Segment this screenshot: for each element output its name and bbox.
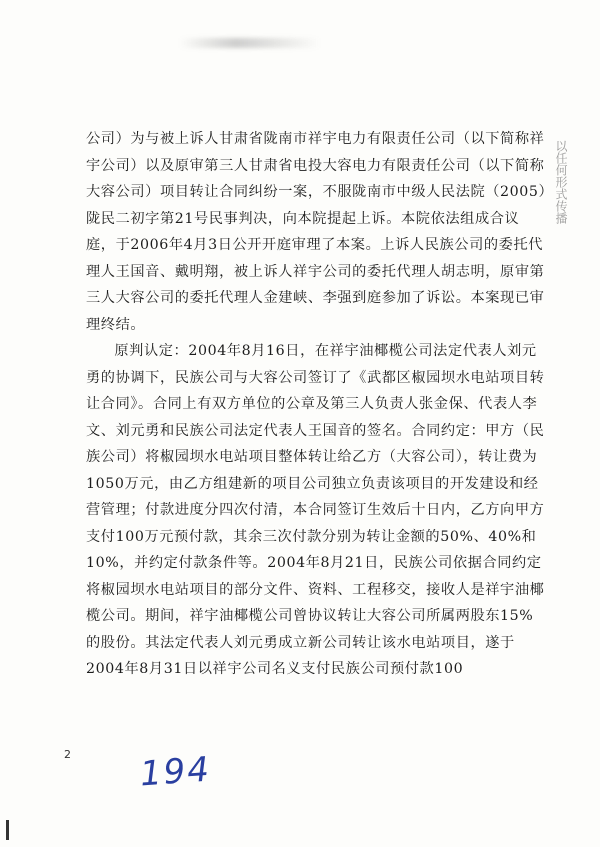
scan-smudge: [180, 38, 320, 48]
paragraph-continuation: 公司）为与被上诉人甘肃省陇南市祥宇电力有限责任公司（以下简称祥宇公司）以及原审第三人甘肃省电投大容电力有限责任公司（以下简称大容公司）项目转让合同纠纷一案，不服陇南市中级人民法院（2005）陇民二初字第21号民事判决，向本院提起上诉。本院依法组成合议庭，于2006年4月3日公开开庭审理了本案。上诉人民族公司的委托代理人王国音、戴明翔，被上诉人祥宇公司的委托代理人胡志明，原审第三人大容公司的委托代理人金建峡、李强到庭参加了诉讼。本案现已审理终结。: [86, 131, 547, 333]
handwritten-page-count: 194: [138, 749, 213, 795]
scan-edge-mark: [6, 820, 9, 840]
page-number: 2: [64, 748, 71, 761]
right-margin-faint-note: 以任何形式传播: [554, 140, 568, 224]
paragraph-original-judgment: 原判认定：2004年8月16日，在祥宇油椰榄公司法定代表人刘元勇的协调下，民族公司与大容公司签订了《武都区椒园坝水电站项目转让合同》。合同上有双方单位的公章及第三人负责人张金保、代表人李文、刘元勇和民族公司法定代表人王国音的签名。合同约定：甲方（民族公司）将椒园坝水电站项目整体转让给乙方（大容公司），转让费为1050万元，由乙方组建新的项目公司独立负责该项目的开发建设和经营管理；付款进度分四次付清，本合同签订生效后十日内，乙方向甲方支付100万元预付款，其余三次付款分别为转让金额的50%、40%和10%，并约定付款条件等。2004年8月21日，民族公司依据合同约定将椒园坝水电站项目的部分文件、资料、工程移交，接收人是祥宇油椰榄公司。期间，祥宇油椰榄公司曾协议转让大容公司所属两股东15%的股份。其法定代表人刘元勇成立新公司转让该水电站项目，遂于2004年8月31日以祥宇公司名义支付民族公司预付款100: [86, 343, 545, 677]
document-body: [86, 126, 548, 683]
